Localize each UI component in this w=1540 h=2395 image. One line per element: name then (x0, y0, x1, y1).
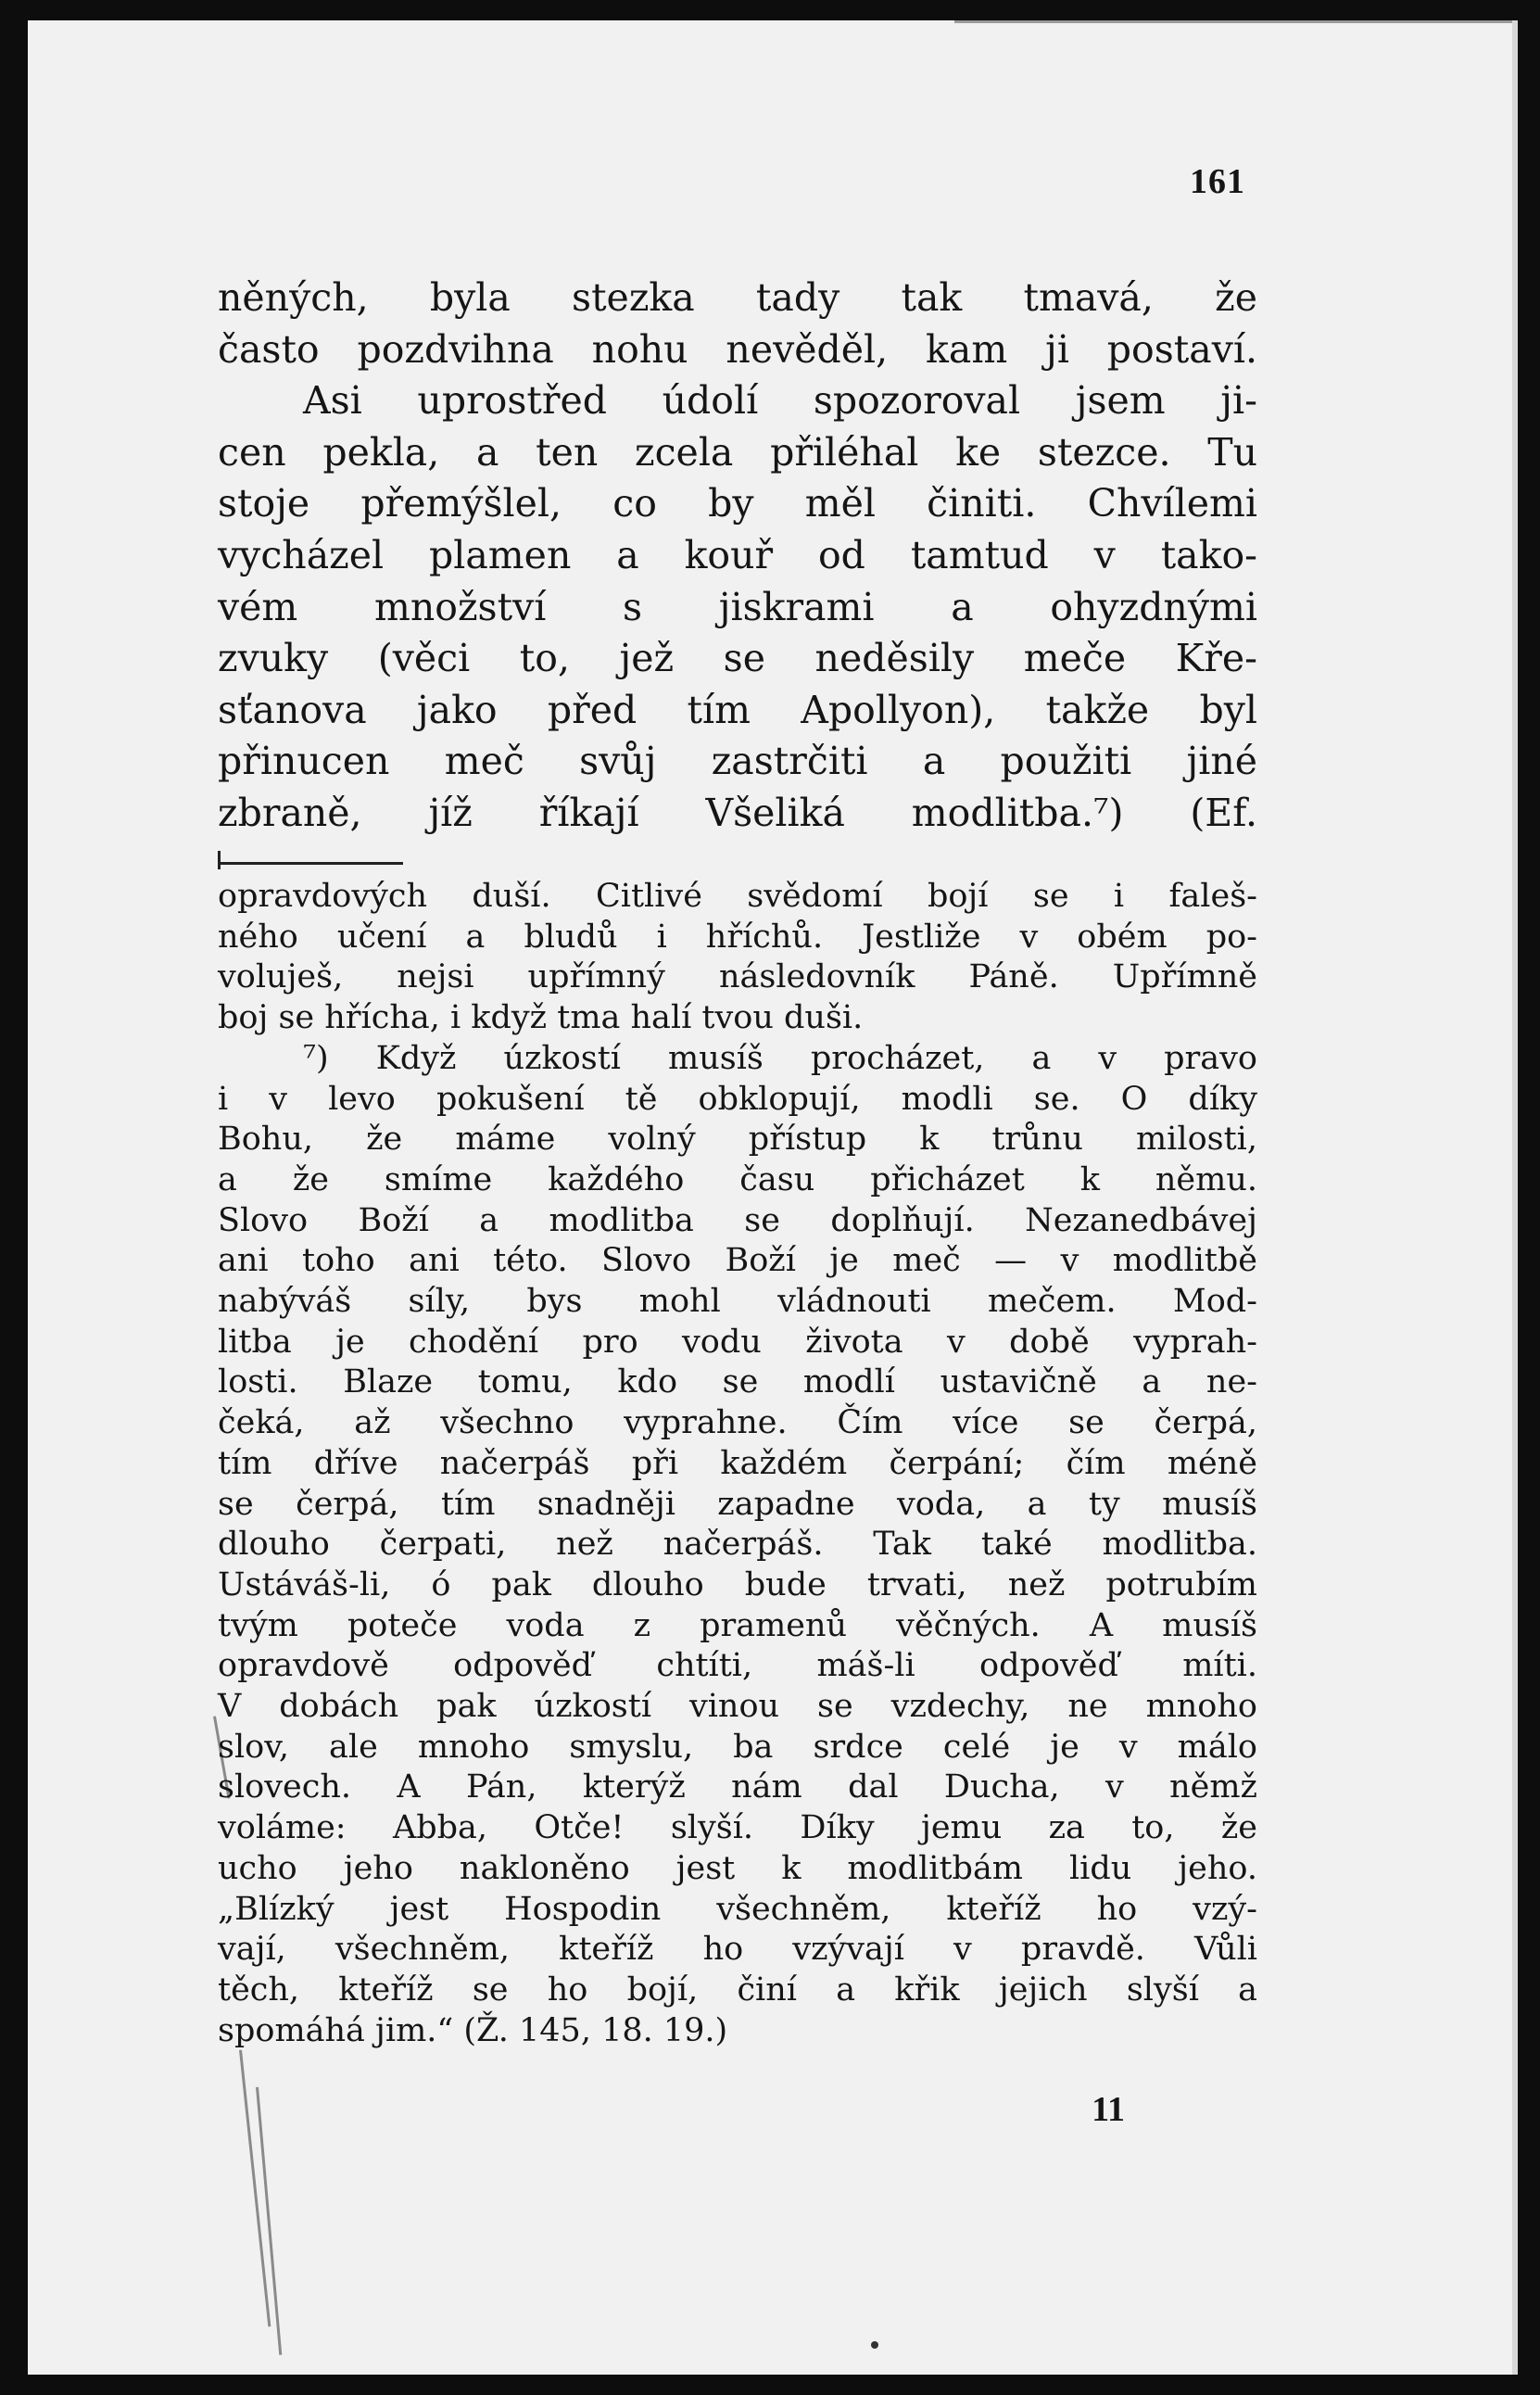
footnote-line: voluješ, nejsi upřímný následovník Páně. Upřímně (218, 958, 1257, 996)
footnote-line: litba je chodění pro vodu života v době vyprah- (218, 1323, 1257, 1361)
footnote-line: čeká, až všechno vyprahne. Čím více se čerpá, (218, 1404, 1257, 1442)
footnote-line: se čerpá, tím snadněji zapadne voda, a ty musíš (218, 1485, 1257, 1523)
book-page (28, 20, 1518, 2375)
text-line: vém množství s jiskrami a ohyzdnými (218, 584, 1257, 629)
text-line: přinucen meč svůj zastrčiti a použiti jiné (218, 739, 1257, 784)
footnote-line: ucho jeho nakloněno jest k modlitbám lidu jeho. (218, 1849, 1257, 1887)
footnotes-block (218, 877, 1257, 2051)
footnote-line: i v levo pokušení tě obklopují, modli se. O díky (218, 1080, 1257, 1118)
footnote-line: Slovo Boží a modlitba se doplňují. Nezanedbávej (218, 1201, 1257, 1239)
footnote-line: opravdově odpověď chtíti, máš-li odpověď míti. (218, 1647, 1257, 1685)
footnote-line: slov, ale mnoho smyslu, ba srdce celé je v málo (218, 1728, 1257, 1766)
main-text-block (218, 272, 1257, 840)
footnote-line: losti. Blaze tomu, kdo se modlí ustavičně a ne- (218, 1363, 1257, 1401)
text-line: zvuky (věci to, jež se neděsily meče Kře- (218, 636, 1257, 681)
footnote-line: tvým poteče voda z pramenů věčných. A musíš (218, 1606, 1257, 1644)
text-line: často pozdvihna nohu nevěděl, kam ji postaví. (218, 326, 1257, 372)
footnote-line: voláme: Abba, Otče! slyší. Díky jemu za to, že (218, 1809, 1257, 1847)
footnote-line: Bohu, že máme volný přístup k trůnu milosti, (218, 1121, 1257, 1159)
text-line: Asi uprostřed údolí spozoroval jsem ji- (303, 378, 1257, 424)
text-line: sťanova jako před tím Apollyon), takže byl (218, 687, 1257, 732)
footnote-line: těch, kteříž se ho bojí, činí a křik jejich slyší a (218, 1970, 1257, 2009)
footnote-line: a že smíme každého času přicházet k němu. (218, 1160, 1257, 1198)
footnote-line: ⁷) Když úzkostí musíš procházet, a v pravo (303, 1039, 1257, 1077)
footnote-line: V dobách pak úzkostí vinou se vzdechy, ne mnoho (218, 1688, 1257, 1726)
text-line: cen pekla, a ten zcela přiléhal ke stezce. Tu (218, 429, 1257, 475)
footnote-line: „Blízký jest Hospodin všechněm, kteříž ho vzý- (218, 1890, 1257, 1928)
scan-speck (871, 2341, 878, 2349)
footnote-line: boj se hřícha, i když tma halí tvou duši. (218, 999, 864, 1037)
footnote-line: dlouho čerpati, než načerpáš. Tak také modlitba. (218, 1526, 1257, 1564)
footnote-line: slovech. A Pán, kterýž nám dal Ducha, v němž (218, 1768, 1257, 1806)
text-line: něných, byla stezka tady tak tmavá, že (218, 275, 1257, 320)
signature-mark: 11 (1092, 2090, 1125, 2129)
footnote-line: vají, všechněm, kteříž ho vzývají v pravdě. Vůli (218, 1931, 1257, 1969)
footnote-line: ani toho ani této. Slovo Boží je meč — v modlitbě (218, 1242, 1257, 1280)
scan-edge-line (954, 20, 1518, 23)
footnote-separator (218, 862, 403, 865)
footnote-line: opravdových duší. Citlivé svědomí bojí se i faleš- (218, 878, 1257, 915)
footnote-separator-tick (218, 851, 221, 869)
text-line: vycházel plamen a kouř od tamtud v tako- (218, 532, 1257, 577)
text-line: zbraně, jíž říkají Všeliká modlitba.⁷) (Ef. (218, 790, 1257, 835)
footnote-line: Ustáváš-li, ó pak dlouho bude trvati, než potrubím (218, 1565, 1257, 1603)
footnote-line: tím dříve načerpáš při každém čerpání; čím méně (218, 1444, 1257, 1482)
footnote-line: spomáhá jim.“ (Ž. 145, 18. 19.) (218, 2011, 728, 2049)
footnote-line: nabýváš síly, bys mohl vládnouti mečem. Mod- (218, 1283, 1257, 1321)
footnote-line: ného učení a bludů i hříchů. Jestliže v obém po- (218, 918, 1257, 956)
page-number: 161 (1190, 162, 1245, 201)
text-line: stoje přemýšlel, co by měl činiti. Chvílemi (218, 481, 1257, 526)
